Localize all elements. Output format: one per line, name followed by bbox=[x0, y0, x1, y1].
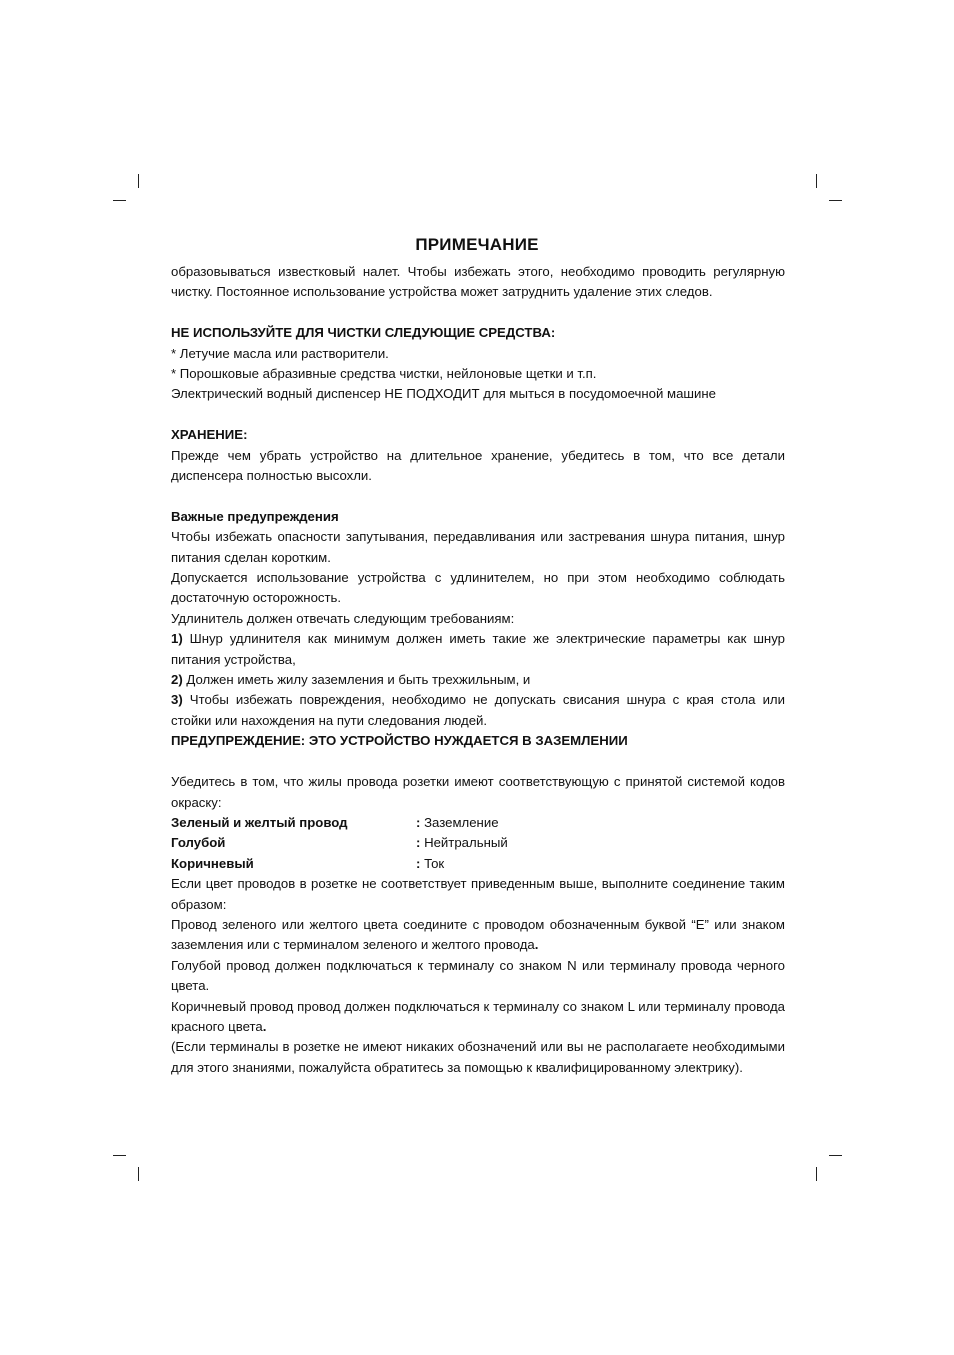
requirement-text: Шнур удлинителя как минимум должен иметь такие же электрические параметры как шнур питания устройства, bbox=[171, 631, 785, 667]
crop-mark-bottom-right-vertical bbox=[816, 1167, 817, 1181]
wire-meaning: Заземление bbox=[420, 814, 499, 830]
requirement-item-2 bbox=[171, 670, 785, 690]
requirement-text: Должен иметь жилу заземления и быть трехжильным, и bbox=[182, 672, 531, 688]
color-code-row bbox=[171, 813, 785, 833]
requirement-number: 1) bbox=[171, 631, 183, 647]
separator: : bbox=[416, 855, 421, 871]
requirement-number: 2) bbox=[171, 672, 183, 688]
cleaning-note: Электрический водный диспенсер НЕ ПОДХОДИТ для мыться в посудомоечной машине bbox=[171, 386, 716, 402]
grounding-paragraph-1: Убедитесь в том, что жилы провода розетки имеют соответствующую с принятой системой кодов окраску: bbox=[171, 774, 785, 810]
grounding-paragraph-3 bbox=[171, 915, 785, 956]
warnings-paragraph-3: Удлинитель должен отвечать следующим требованиям: bbox=[171, 610, 515, 626]
color-code-row bbox=[171, 854, 785, 874]
storage-text: Прежде чем убрать устройство на длительное хранение, убедитесь в том, что все детали диспенсера полностью высохли. bbox=[171, 447, 785, 484]
crop-mark-bottom-right-horizontal bbox=[829, 1155, 842, 1156]
grounding-paragraph-2: Если цвет проводов в розетке не соответствует приведенным выше, выполните соединение таким образом: bbox=[171, 876, 785, 912]
wire-color: Голубой bbox=[171, 835, 226, 851]
cleaning-item-2: * Порошковые абразивные средства чистки, нейлоновые щетки и т.п. bbox=[171, 366, 597, 382]
intro-line-1: образовываться известковый налет. Чтобы избежать этого, необходимо проводить регулярную bbox=[171, 264, 785, 279]
wire-meaning: Нейтральный bbox=[420, 835, 508, 851]
requirement-item-3 bbox=[171, 690, 785, 731]
page-title: ПРИМЕЧАНИЕ bbox=[415, 235, 539, 254]
grounding-paragraph-4: Голубой провод должен подключаться к терминалу со знаком N или терминалу провода черного цвета. bbox=[171, 957, 785, 994]
crop-mark-top-right-horizontal bbox=[829, 200, 842, 201]
document-body bbox=[171, 262, 785, 1078]
grounding-paragraph-5-text: Коричневый провод провод должен подключаться к терминалу со знаком L или терминалу провода красного цвета bbox=[171, 998, 785, 1034]
separator: : bbox=[416, 835, 421, 851]
crop-mark-bottom-left-horizontal bbox=[113, 1155, 126, 1156]
warnings-heading: Важные предупреждения bbox=[171, 508, 339, 524]
wire-color: Зеленый и желтый провод bbox=[171, 814, 348, 830]
warnings-paragraph-1: Чтобы избежать опасности запутывания, передавливания или застревания шнура питания, шнур питания сделан коротким. bbox=[171, 529, 785, 565]
grounding-heading: ПРЕДУПРЕЖДЕНИЕ: ЭТО УСТРОЙСТВО НУЖДАЕТСЯ В ЗАЗЕМЛЕНИИ bbox=[171, 733, 628, 749]
grounding-paragraph-3-end: . bbox=[534, 937, 539, 953]
cleaning-heading: НЕ ИСПОЛЬЗУЙТЕ ДЛЯ ЧИСТКИ СЛЕДУЮЩИЕ СРЕДСТВА: bbox=[171, 325, 556, 341]
requirement-number: 3) bbox=[171, 692, 183, 708]
grounding-paragraph-3-text: Провод зеленого или желтого цвета соедините с проводом обозначенным буквой “E” или знаком заземления или с терминалом зеленого и желтого провода bbox=[171, 916, 785, 953]
requirement-text: Чтобы избежать повреждения, необходимо не допускать свисания шнура с края стола или стойки или нахождения на пути следования людей. bbox=[171, 692, 785, 728]
grounding-paragraph-5-end: . bbox=[262, 1018, 267, 1034]
separator: : bbox=[416, 814, 421, 830]
requirement-item-1 bbox=[171, 629, 785, 670]
warnings-paragraph-2: Допускается использование устройства с удлинителем, но при этом необходимо соблюдать достаточную осторожность. bbox=[171, 570, 785, 606]
cleaning-item-1: * Летучие масла или растворители. bbox=[171, 345, 389, 361]
wire-color: Коричневый bbox=[171, 855, 254, 871]
crop-mark-top-right-vertical bbox=[816, 174, 817, 188]
color-code-row bbox=[171, 833, 785, 853]
wire-meaning: Ток bbox=[420, 855, 445, 871]
crop-mark-top-left-horizontal bbox=[113, 200, 126, 201]
intro-line-2: чистку. Постоянное использование устройства может затруднить удаление этих следов. bbox=[171, 284, 713, 300]
crop-mark-bottom-left-vertical bbox=[138, 1167, 139, 1181]
crop-mark-top-left-vertical bbox=[138, 174, 139, 188]
grounding-paragraph-6: (Если терминалы в розетке не имеют никаких обозначений или вы не располагаете необходимыми для этого знаниями, пожалуйста обратитесь за помощью к квалифицированному электрику). bbox=[171, 1039, 785, 1075]
storage-heading: ХРАНЕНИЕ: bbox=[171, 427, 248, 443]
grounding-paragraph-5 bbox=[171, 997, 785, 1038]
